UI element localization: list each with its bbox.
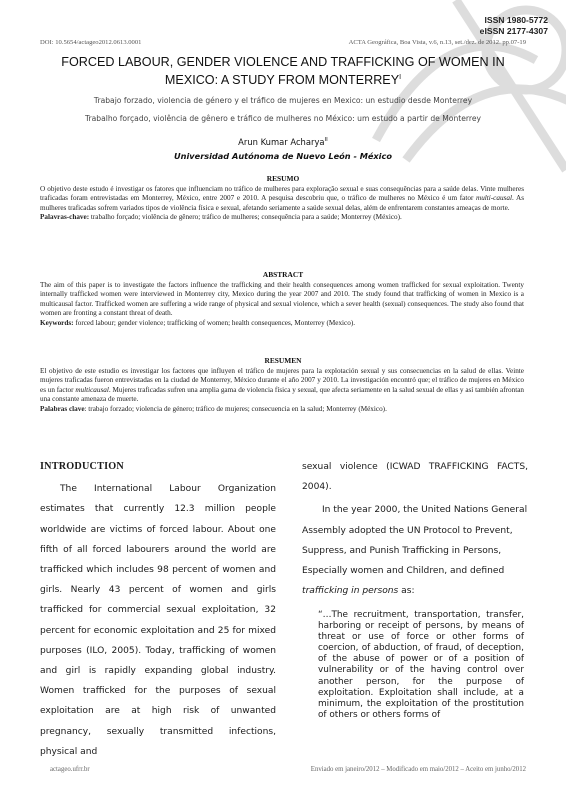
abstract-body — [40, 281, 524, 328]
body-column-right — [302, 457, 528, 601]
resumen-heading: RESUMEN — [264, 356, 302, 365]
issn: ISSN 1980-5772 — [484, 15, 548, 25]
footer-dates: Enviado em janeiro/2012 – Modificado em maio/2012 – Aceito em junho/2012 — [310, 766, 526, 773]
footer-site: actageo.ufrr.br — [50, 766, 90, 773]
subtitle-portuguese: Trabalho forçado, violência de gênero e tráfico de mulheres no México: um estudo a partir de Monterrey — [84, 114, 482, 123]
abstract-text: The aim of this paper is to investigate the factors influence the trafficking and their health consequences among women trafficked for sexual exploitation. Twenty internally trafficked women were interviewed in Monterrey city, Mexico during the year 2007 and 2010. The study found that trafficking of women in Mexico is a multicausal factor. Trafficked women are suffering a wide range of physical and sexual violence, which a sever health (sexual) consequences. The study also found that women are fronting a constant threat of death. — [40, 281, 524, 318]
eissn: eISSN 2177-4307 — [479, 26, 548, 36]
doi: DOI: 10.5654/actageo2012.0613.0001 — [40, 39, 142, 46]
resumen-text-a: El objetivo de este estudio es investigar los factores que influyen el tráfico de mujeres para la explotación sexual y sus consecuencias en la salud de ellas. Veinte mujeres traficadas fueron entrevistadas en la ciudad de Monterrey, México durante el año 2007 y 2010. La investigación encontró que; el tráfico de mujeres en México es un factor — [40, 367, 524, 394]
author — [0, 137, 566, 147]
title-line-2: MEXICO: A STUDY FROM MONTERREY — [164, 73, 400, 88]
subtitle-spanish: Trabajo forzado, violencia de género y el tráfico de mujeres en Mexico: un estudio desde Monterrey — [93, 96, 473, 105]
resumo-heading: RESUMO — [266, 174, 300, 183]
author-name: Arun Kumar Acharya — [238, 137, 325, 147]
paragraph-2-text: In the year 2000, the United Nations General Assembly adopted the UN Protocol to Prevent, Suppress, and Punish Trafficking in Persons, Especially women and Children, and defined — [302, 505, 528, 577]
title-footnote-mark: I — [399, 74, 402, 81]
resumo-keywords-label: Palavras-chave: — [40, 213, 90, 222]
intro-paragraph-1-continued: sexual violence (ICWAD TRAFFICKING FACTS, 2004). — [302, 462, 528, 493]
abstract-keywords-label: Keywords: — [40, 318, 74, 327]
resumen-text-em: multicausal — [75, 385, 109, 394]
paragraph-2-end: as: — [398, 586, 415, 597]
abstract-heading: ABSTRACT — [262, 270, 304, 279]
intro-paragraph-1: The International Labour Organization estimates that currently 12.3 million people worldwide are victims of forced labour. About one fifth of all forced labourers around the world are trafficked which includes 98 percent of women and girls. Nearly 43 percent of women and girls trafficked for commercial sexual exploitation, 32 percent for economic exploitation and 25 for mixed purposes (ILO, 2005). Today, trafficking of women and girl is rapidly expanding global industry. Women trafficked for the purposes of sexual exploitation are at high risk of unwanted pregnancy, sexually transmitted infections, physical and — [40, 484, 276, 757]
resumo-text-b: . As mulheres traficadas sofrem variados tipos de violência física e sexual, afetando seriamente a saúde sexual delas, além de enfrentarem constantes ameaças de morte. — [40, 194, 525, 212]
paragraph-2-em: trafficking in persons — [302, 586, 399, 597]
resumen-body — [40, 367, 524, 414]
introduction-heading: INTRODUCTION — [40, 461, 124, 472]
un-protocol-quote: “…The recruitment, transportation, transfer, harboring or receipt of persons, by means of threat or use of force or other forms of coercion, of abduction, of fraud, of deception, of the abuse of power or of a position of vulnerability or of the having control over another person, for the purpose of exploitation. Exploitation shall include, at a minimum, the exploitation of the prostitution of others or others forms of — [318, 610, 524, 720]
intro-paragraph-2 — [302, 500, 528, 601]
resumo-text-em: multi-causal — [476, 194, 512, 203]
resumo-body — [40, 185, 524, 223]
resumen-keywords-label: Palabras clave — [40, 404, 85, 413]
body-column-left — [40, 457, 276, 762]
resumen-keywords: : trabajo forzado; violencia de género; tráfico de mujeres; consecuencia en la salud; Monterrey (México). — [84, 404, 387, 413]
journal-citation: ACTA Geográfica, Boa Vista, v.6, n.13, set./dez. de 2012. pp.07-19 — [348, 39, 526, 46]
article-title — [20, 54, 546, 88]
affiliation: Universidad Autónoma de Nuevo León - México — [174, 151, 392, 161]
resumo-keywords: trabalho forçado; violência de gênero; tráfico de mulheres; consequência para a saúde; Monterrey (México). — [89, 213, 402, 222]
resumen-text-b: . Mujeres traficadas sufren una amplia gama de violencia física y sexual, que afecta seriamente en la salud sexual de ellas y así también afrontan una constante amenaza de muerte. — [40, 385, 524, 404]
author-footnote-mark: II — [324, 137, 328, 144]
resumo-text-a: O objetivo deste estudo é investigar os fatores que influenciam no tráfico de mulheres para exploração sexual e suas consequências para a saúde delas. Vinte mulheres traficadas foram entrevistadas em Monterrey, México, entre 2007 e 2010. A pesquisa descobriu que, o tráfico de mulheres no México é um fator — [40, 185, 524, 203]
title-line-1: FORCED LABOUR, GENDER VIOLENCE AND TRAFFICKING OF WOMEN IN — [61, 55, 505, 69]
abstract-keywords: forced labour; gender violence; trafficking of women; health consequences, Monterrey (Mexico). — [73, 318, 356, 327]
